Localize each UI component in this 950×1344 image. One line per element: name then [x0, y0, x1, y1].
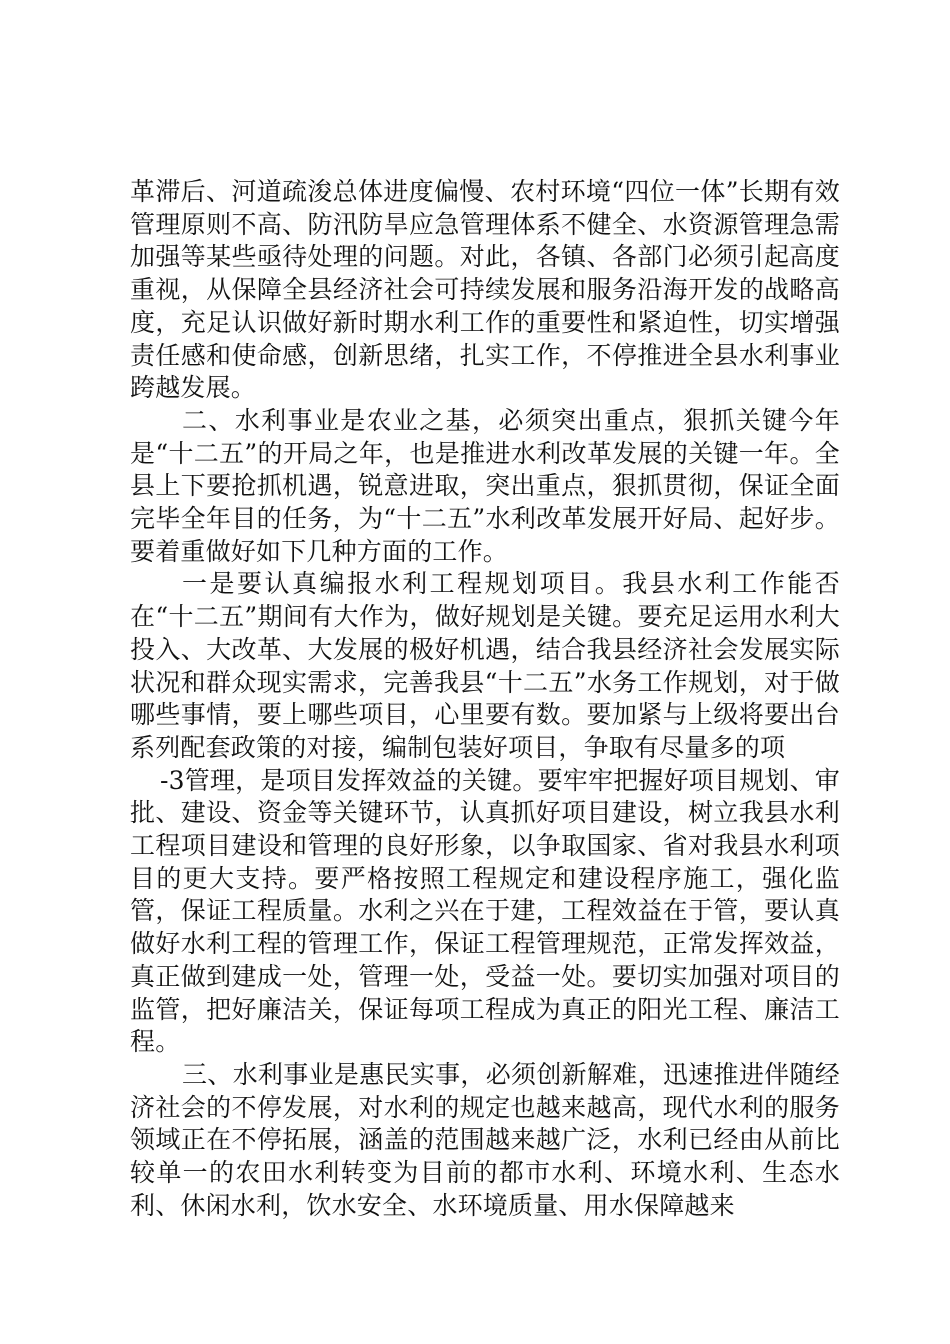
paragraph-2: 二、水利事业是农业之基，必须突出重点，狠抓关键今年是“十二五”的开局之年，也是推进水利改革发展的关键一年。全县上下要抢抓机遇，锐意进取，突出重点，狠抓贯彻，保证全面完毕全年目的任务，为“十二五”水利改革发展开好局、起好步。要着重做好如下几种方面的工作。: [130, 405, 840, 566]
paragraph-1: 革滞后、河道疏浚总体进度偏慢、农村环境“四位一体”长期有效管理原则不高、防汛防旱应急管理体系不健全、水资源管理急需加强等某些亟待处理的问题。对此，各镇、各部门必须引起高度重视，从保障全县经济社会可持续发展和服务沿海开发的战略高度，充足认识做好新时期水利工作的重要性和紧迫性，切实增强责任感和使命感，创新思绪，扎实工作，不停推进全县水利事业跨越发展。: [130, 177, 840, 403]
page-number-marker: -3: [160, 765, 185, 795]
paragraph-4: [130, 765, 840, 1059]
paragraph-3: 一是要认真编报水利工程规划项目。我县水利工作能否在“十二五”期间有大作为，做好规划是关键。要充足运用水利大投入、大改革、大发展的极好机遇，结合我县经济社会发展实际状况和群众现实需求，完善我县“十二五”水务工作规划，对于做哪些事情，要上哪些项目，心里要有数。要加紧与上级将要出台系列配套政策的对接，编制包装好项目，争取有尽量多的项: [130, 569, 840, 762]
paragraph-5: 三、水利事业是惠民实事，必须创新解难，迅速推进伴随经济社会的不停发展，对水利的规定也越来越高，现代水利的服务领域正在不停拓展，涵盖的范围越来越广泛，水利已经由从前比较单一的农田水利转变为目前的都市水利、环境水利、生态水利、休闲水利，饮水安全、水环境质量、用水保障越来: [130, 1059, 840, 1220]
document-body: [130, 176, 840, 1223]
paragraph-4-text: 管理，是项目发挥效益的关键。要牢牢把握好项目规划、审批、建设、资金等关键环节，认真抓好项目建设，树立我县水利工程项目建设和管理的良好形象，以争取国家、省对我县水利项目的更大支持。要严格按照工程规定和建设程序施工，强化监管，保证工程质量。水利之兴在于建，工程效益在于管，要认真做好水利工程的管理工作，保证工程管理规范，正常发挥效益，真正做到建成一处，管理一处，受益一处。要切实加强对项目的监管，把好廉洁关，保证每项工程成为真正的阳光工程、廉洁工程。: [130, 765, 840, 1057]
